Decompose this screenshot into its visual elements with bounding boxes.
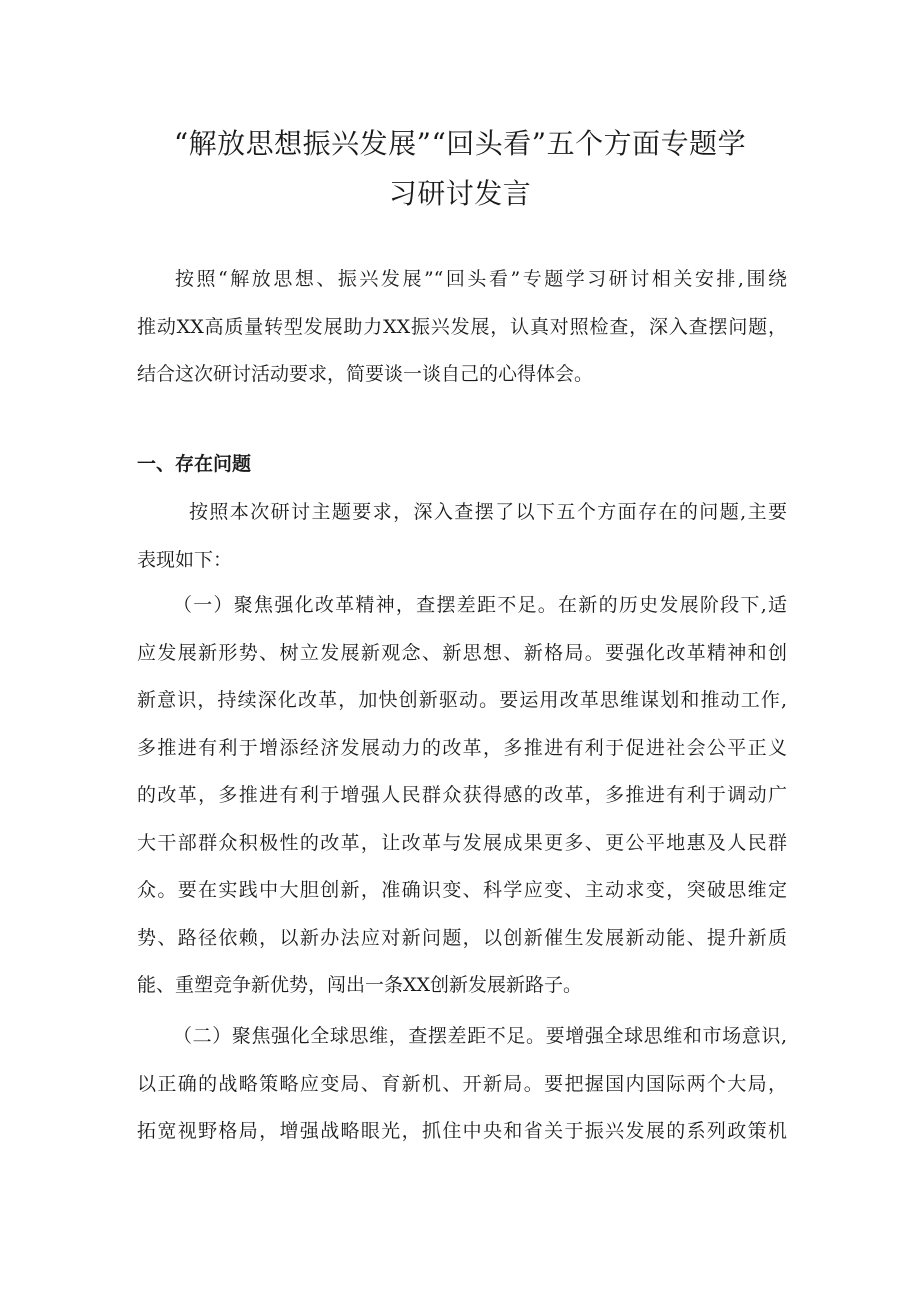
item-two-line-2: 以正确的战略策略应变局、育新机、开新局。要把握国内国际两个大局， [137, 1072, 787, 1095]
item-one-line-5: 的改革，多推进有利于增强人民群众获得感的改革，多推进有利于调动广 [137, 784, 787, 806]
item-one-line-2: 应发展新形势、树立发展新观念、新思想、新格局。要强化改革精神和创 [137, 641, 787, 664]
item-one-line-9: 能、重塑竞争新优势，闯出一条XX创新发展新路子。 [137, 974, 583, 996]
title-line-1: “解放思想振兴发展”“回头看”五个方面专题学 [173, 126, 747, 160]
section-heading: 一、存在问题 [137, 453, 252, 475]
intro-paragraph [137, 256, 787, 399]
intro-line-2: 推动XX高质量转型发展助力XX振兴发展，认真对照检查，深入查摆问题， [137, 315, 787, 338]
item-one-line-4: 多推进有利于增添经济发展动力的改革，多推进有利于促进社会公平正义 [137, 736, 787, 759]
intro-line-3: 结合这次研讨活动要求，简要谈一谈自己的心得体会。 [137, 363, 594, 385]
item-one-line-1: （一）聚焦强化改革精神，查摆差距不足。在新的历史发展阶段下,适 [173, 594, 787, 616]
lead-line-1: 按照本次研讨主题要求，深入查摆了以下五个方面存在的问题,主要 [189, 501, 787, 523]
intro-line-1: 按照“解放思想、振兴发展”“回头看”专题学习研讨相关安排,围绕 [175, 268, 787, 290]
item-two-line-1: （二）聚焦强化全球思维，查摆差距不足。要增强全球思维和市场意识, [173, 1025, 787, 1047]
item-one-line-7: 众。要在实践中大胆创新，准确识变、科学应变、主动求变，突破思维定 [137, 879, 787, 901]
item-one-paragraph [137, 582, 787, 1010]
document-title [120, 119, 800, 219]
item-one-line-6: 大干部群众积极性的改革，让改革与发展成果更多、更公平地惠及人民群 [137, 831, 787, 854]
lead-paragraph [137, 489, 787, 584]
item-two-line-3: 拓宽视野格局，增强战略眼光，抓住中央和省关于振兴发展的系列政策机 [137, 1120, 787, 1142]
item-one-line-8: 势、路径依赖，以新办法应对新问题，以创新催生发展新动能、提升新质 [137, 926, 787, 949]
item-one-line-3: 新意识，持续深化改革，加快创新驱动。要运用改革思维谋划和推动工作, [137, 689, 787, 711]
lead-line-2: 表现如下： [137, 548, 233, 571]
item-two-paragraph [137, 1013, 787, 1156]
title-line-2: 习研讨发言 [388, 176, 532, 210]
